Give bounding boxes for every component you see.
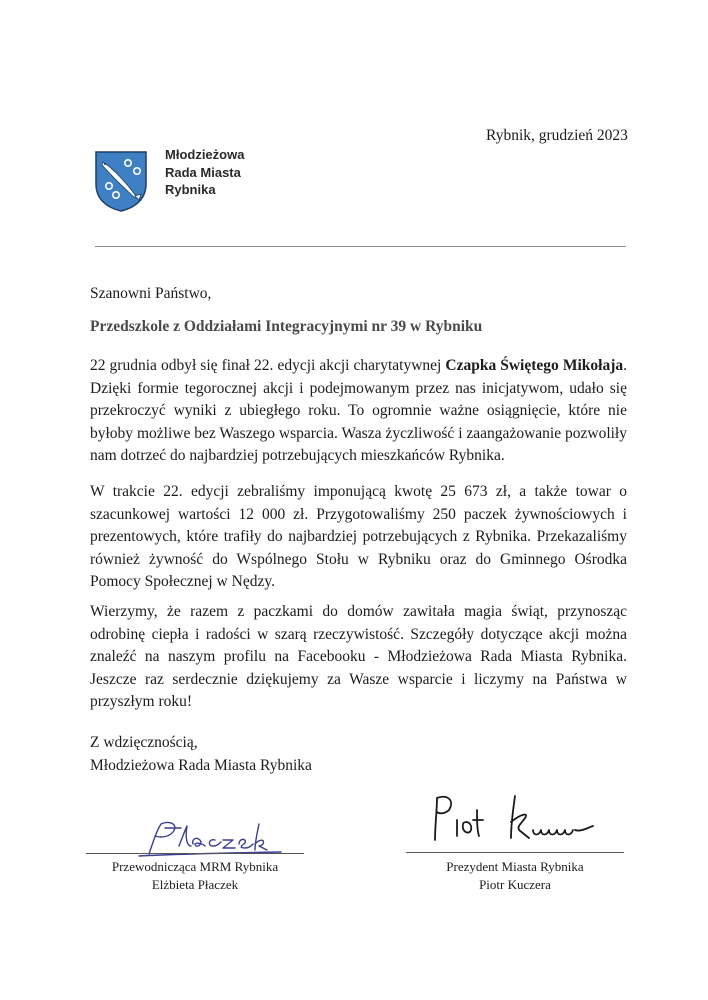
paragraph-1-text-cont: . Dzięki formie tegorocznej akcji i podejmowanym przez nas inicjatywom, udało się przekroczyć wyniki z ubiegłego roku. To ogromnie ważne osiągnięcie, które nie byłoby możliwe bez Waszego wsparcia. Wasza życzliwość i zaangażowanie pozwoliły nam dotrzeć do najbardziej potrzebujących mieszkańców Rybnika.	[90, 357, 627, 464]
place-and-date: Rybnik, grudzień 2023	[486, 127, 628, 144]
signatory-name: Elżbieta Płaczek	[151, 877, 239, 892]
paragraph-1	[90, 355, 627, 468]
signature-line-right	[406, 852, 624, 853]
closing-signoff: Młodzieżowa Rada Miasta Rybnika	[90, 756, 312, 774]
greeting: Szanowni Państwo,	[90, 285, 212, 302]
signature-right	[425, 790, 605, 846]
paragraph-3: Wierzymy, że razem z paczkami do domów zawitała magia świąt, przynosząc odrobinę ciepła i radości w szarą rzeczywistość. Szczegóły dotyczące akcji można znaleźć na naszym profilu na Facebooku - Młodzieżowa Rada Miasta Rybnika. Jeszcze raz serdecznie dziękujemy za Wasze wsparcie i liczymy na Państwa w przyszłym roku!	[90, 603, 627, 710]
campaign-name: Czapka Świętego Mikołaja	[445, 357, 624, 374]
org-name-line: Rada Miasta	[165, 164, 241, 180]
signatory-title: Prezydent Miasta Rybnika	[446, 859, 584, 874]
signature-caption-left	[86, 858, 304, 894]
signature-line-left	[86, 853, 304, 854]
signatory-name: Piotr Kuczera	[479, 877, 551, 892]
recipient: Przedszkole z Oddziałami Integracyjnymi nr 39 w Rybniku	[90, 318, 483, 335]
header-divider	[95, 246, 626, 247]
paragraph-2: W trakcie 22. edycji zebraliśmy imponującą kwotę 25 673 zł, a także towar o szacunkowej wartości 12 000 zł. Przygotowaliśmy 250 paczek żywnościowych i prezentowych, które trafiły do najbardziej potrzebujących z Rybnika. Przekazaliśmy również żywność do Wspólnego Stołu w Rybniku oraz do Gminnego Ośrodka Pomocy Społecznej w Nędzy.	[90, 483, 627, 590]
org-name-line: Młodzieżowa	[165, 147, 245, 162]
coat-of-arms-icon	[94, 150, 148, 212]
closing-line: Z wdzięcznością,	[90, 734, 198, 751]
org-name-line: Rybnika	[165, 182, 216, 197]
organization-name	[165, 146, 244, 199]
closing	[90, 732, 312, 777]
signature-caption-right	[406, 858, 624, 894]
paragraph-1-text: 22 grudnia odbył się finał 22. edycji akcji charytatywnej	[90, 357, 446, 374]
signatory-title: Przewodnicząca MRM Rybnika	[111, 859, 279, 874]
